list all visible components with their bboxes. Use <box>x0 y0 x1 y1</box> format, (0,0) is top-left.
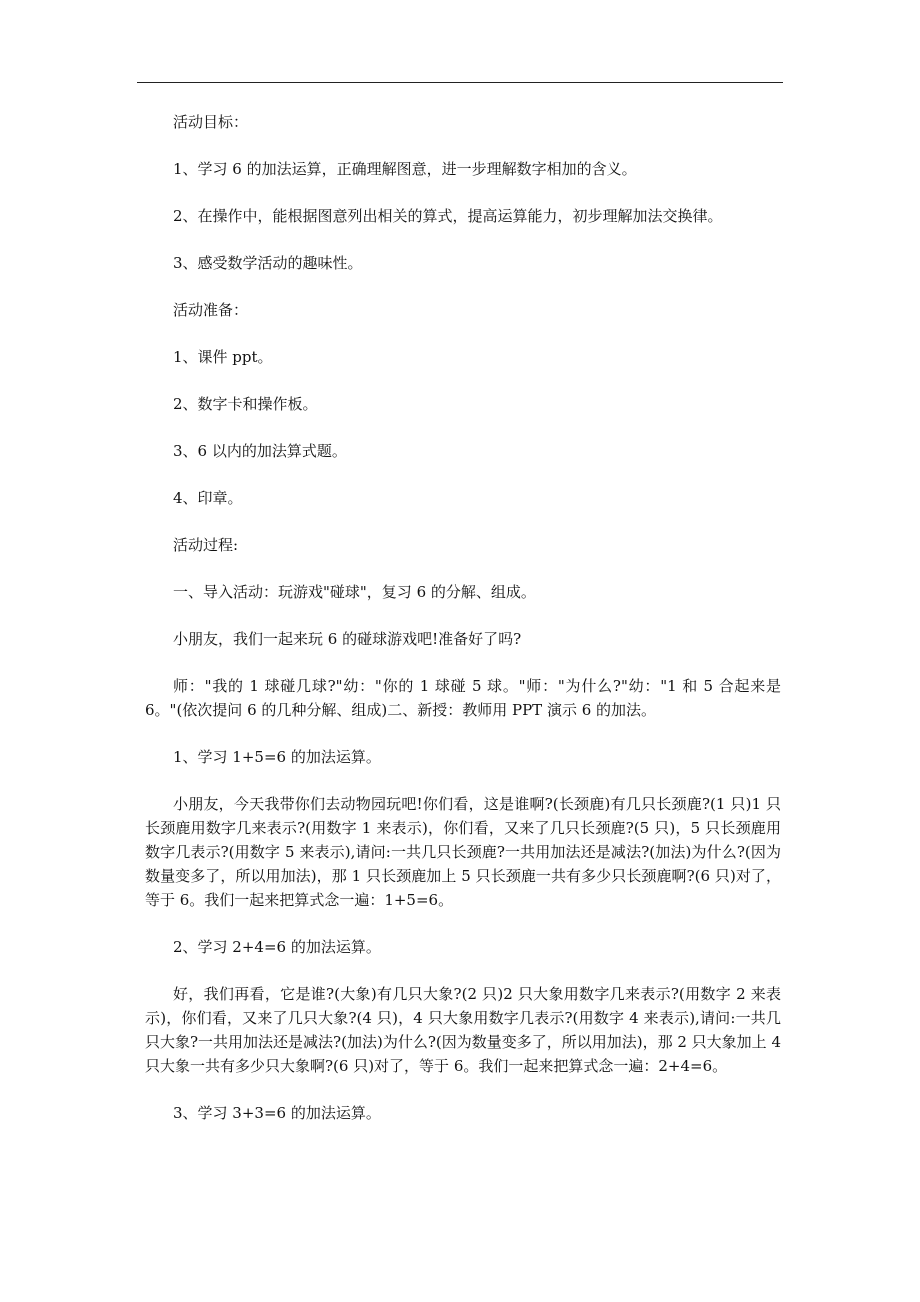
prep-item-3: 3、6 以内的加法算式题。 <box>173 442 347 460</box>
prep-item-1: 1、课件 ppt。 <box>173 348 273 366</box>
document-body <box>145 110 781 1125</box>
process-paragraph: 小朋友，今天我带你们去动物园玩吧!你们看，这是谁啊?(长颈鹿)有几只长颈鹿?(1 只)1 只长颈鹿用数字几来表示?(用数字 1 来表示)，你们看，又来了几只长颈鹿?(5 只)，5 只长颈鹿用数字几表示?(用数字 5 来表示),请问:一共几只长颈鹿?一共用加法还是减法?(加法)为什么?(因为数量变多了，所以用加法)，那 1 只长颈鹿加上 5 只长颈鹿一共有多少只长颈鹿啊?(6 只)对了，等于 6。我们一起来把算式念一遍：1+5=6。 <box>145 795 781 909</box>
goal-item-3: 3、感受数学活动的趣味性。 <box>173 254 363 272</box>
process-paragraph: 师："我的 1 球碰几球?"幼："你的 1 球碰 5 球。"师："为什么?"幼："1 和 5 合起来是 6。"(依次提问 6 的几种分解、组成)二、新授：教师用 PPT 演示 6 的加法。 <box>145 677 781 719</box>
prep-item-4: 4、印章。 <box>173 489 243 507</box>
heading-goals: 活动目标： <box>173 113 249 131</box>
goal-item-2: 2、在操作中，能根据图意列出相关的算式，提高运算能力，初步理解加法交换律。 <box>173 207 723 225</box>
process-step-heading: 2、学习 2+4=6 的加法运算。 <box>173 938 381 956</box>
goal-item-1: 1、学习 6 的加法运算，正确理解图意，进一步理解数字相加的含义。 <box>173 160 637 178</box>
process-step-heading: 1、学习 1+5=6 的加法运算。 <box>173 748 381 766</box>
process-paragraph: 好，我们再看，它是谁?(大象)有几只大象?(2 只)2 只大象用数字几来表示?(用数字 2 来表示)，你们看，又来了几只大象?(4 只)，4 只大象用数字几表示?(用数字 4 来表示),请问:一共几只大象?一共用加法还是减法?(加法)为什么?(因为数量变多了，所以用加法)，那 2 只大象加上 4 只大象一共有多少只大象啊?(6 只)对了，等于 6。我们一起来把算式念一遍：2+4=6。 <box>145 985 781 1075</box>
header-rule <box>137 82 783 83</box>
process-paragraph: 小朋友，我们一起来玩 6 的碰球游戏吧!准备好了吗? <box>173 630 522 648</box>
heading-preparation: 活动准备： <box>173 301 249 319</box>
prep-item-2: 2、数字卡和操作板。 <box>173 395 318 413</box>
process-step-heading: 3、学习 3+3=6 的加法运算。 <box>173 1104 381 1122</box>
process-section-1: 一、导入活动：玩游戏"碰球"，复习 6 的分解、组成。 <box>173 583 536 601</box>
heading-process: 活动过程: <box>173 536 239 554</box>
